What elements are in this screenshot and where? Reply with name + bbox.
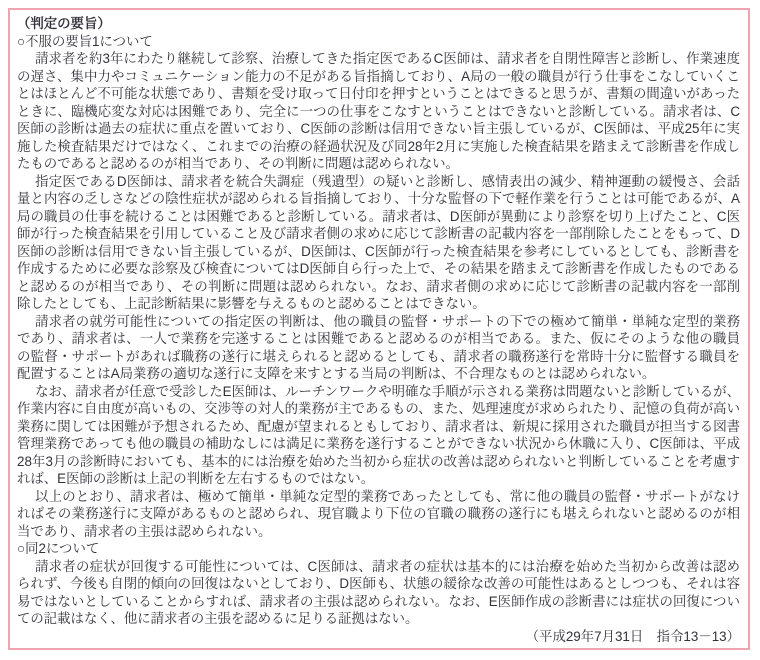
judgment-summary-panel: [8, 8, 750, 650]
section-1-paragraph-4: なお、請求者が任意で受診したE医師は、ルーチンワークや明確な手順が示される業務は問題ないと診断しているが、作業内容に自由度が高いもの、交渉等の対人的業務が主であるもの、また、処理速度が求められたり、記憶の負荷が高い業務に関しては困難が予想されるため、配慮が望まれるともしており、請求者は、新規に採用された職員が担当する図書管理業務であっても他の職員の補助なしには満足に業務を遂行することができない状況から休職に入り、C医師は、平成28年3月の診断時においても、基本的には治療を始めた当初から症状の改善は認められないと判断していることを考慮すれば、E医師の診断は上記の判断を左右するものではない。: [17, 383, 740, 486]
document-date-directive: （平成29年7月31日 指令13－13）: [525, 628, 740, 644]
section-1-paragraph-1: 請求者を約3年にわたり継続して診察、治療してきた指定医であるC医師は、請求者を自閉性障害と診断し、作業速度の遅さ、集中力やコミュニケーション能力の不足がある旨指摘しており、A局の一般の職員が行う仕事をこなしていくことはほとんど不可能な状態であり、書類を受け取って日付印を押すということはできると思うが、書類の間違いがあったときに、臨機応変な対応は困難であり、完全に一つの仕事をこなすということはできないと診断している。請求者は、C医師の診断は過去の症状に重点を置いており、C医師の診断は信用できない旨主張しているが、C医師は、平成25年に実施した検査結果だけではなく、これまでの治療の経過状況及び同28年2月に実施した検査結果を踏まえて診断書を作成したものであると認めるのが相当であり、その判断に問題は認められない。: [17, 51, 740, 171]
section-1-paragraph-2: 指定医であるD医師は、請求者を統合失調症（残遺型）の疑いと診断し、感情表出の減少、精神運動の緩慢さ、会話量と内容の乏しさなどの陰性症状が認められる旨指摘しており、十分な監督の下で軽作業を行うことは可能であるが、A局の職員の仕事を続けることは困難であると診断している。請求者は、D医師が異動により診察を切り上げたこと、C医師が行った検査結果を引用していること及び請求者側の求めに応じて診断書の記載内容を一部削除したことをもって、D医師の診断は信用できない旨主張しているが、D医師は、C医師が行った検査結果を参考にしているとしても、診断書を作成するために必要な診察及び検査についてはD医師自ら行った上で、その結果を踏まえて診断書を作成したものであると認めるのが相当であり、その判断に問題は認められない。なお、請求者側の求めに応じて診断書の記載内容を一部削除したとしても、上記診断結果に影響を与えるものと認めることはできない。: [17, 173, 740, 311]
section-1-heading: ○不服の要旨1について: [17, 33, 153, 49]
section-2-heading: ○同2について: [17, 541, 100, 556]
section-1-paragraph-3: 請求者の就労可能性についての指定医の判断は、他の職員の監督・サポートの下での極めて簡単・単純な定型的業務であり、請求者は、一人で業務を完遂することは困難であると認めるのが相当である。また、仮にそのような他の職員の監督・サポートがあれば職務の遂行に堪えられると認めるとしても、請求者の職務遂行を常時十分に監督する職員を配置することはA局業務の適切な遂行に支障を来すとする当局の判断は、不合理なものとは認められない。: [17, 313, 740, 381]
section-1-paragraph-5: 以上のとおり、請求者は、極めて簡単・単純な定型的業務であったとしても、常に他の職員の監督・サポートがなければその業務遂行に支障があるものと認められ、現官職より下位の官職の職務の遂行にも堪えられないと認めるのが相当であり、請求者の主張は認められない。: [17, 488, 740, 539]
document-title: （判定の要旨）: [17, 16, 111, 31]
section-2-paragraph-1: 請求者の症状が回復する可能性については、C医師は、請求者の症状は基本的には治療を始めた当初から改善は認められず、今後も自閉的傾向の回復はないとしており、D医師も、状態の緩徐な改善の可能性はあるとしつつも、それは容易ではないとしていることからすれば、請求者の主張は認められない。なお、E医師作成の診断書には症状の回復についての記載はなく、他に請求者の主張を認めるに足りる証拠はない。: [17, 558, 740, 626]
